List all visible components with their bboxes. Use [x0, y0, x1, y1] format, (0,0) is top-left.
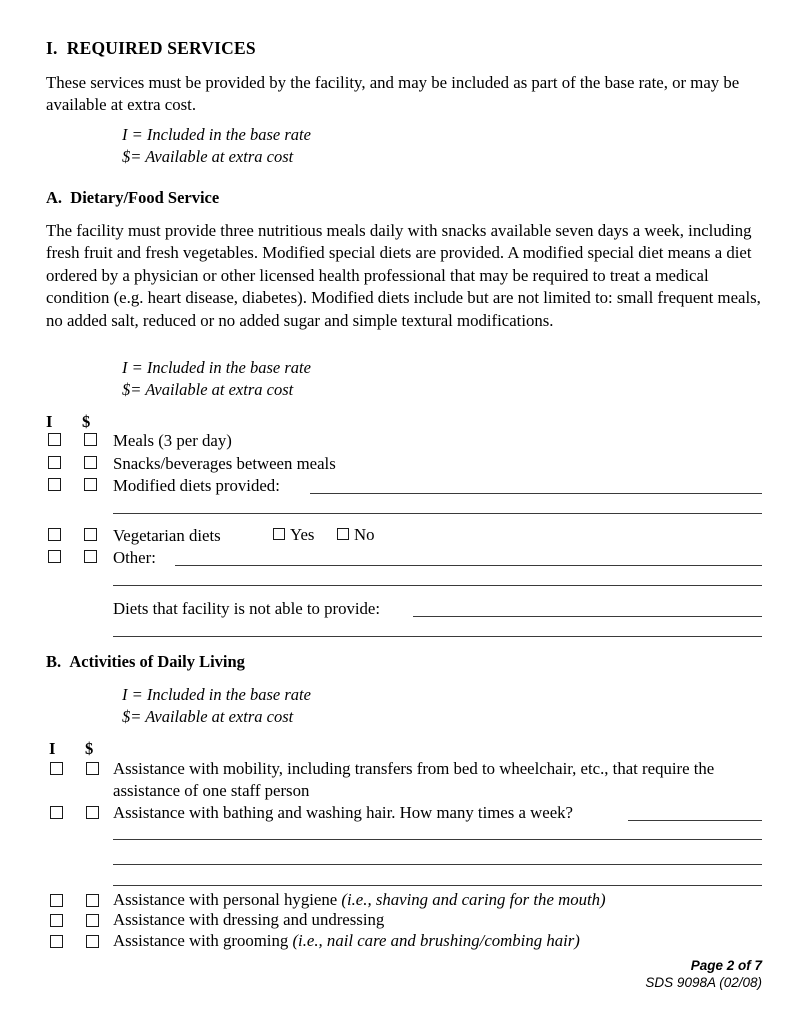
item-label-mobility: Assistance with mobility, including transfers from bed to wheelchair, etc., that require the assistance of one staff person	[113, 759, 715, 800]
item-label-grooming-note: (i.e., nail care and brushing/combing hair)	[292, 931, 580, 950]
checkbox-included-meals[interactable]	[48, 433, 61, 446]
section-a-letter: A.	[46, 188, 63, 207]
checkbox-cost-snacks[interactable]	[84, 456, 97, 469]
input-line-blank-2[interactable]	[113, 864, 762, 865]
footer-form-id: SDS 9098A (02/08)	[645, 975, 762, 990]
item-label-hygiene	[113, 889, 606, 910]
input-line-other[interactable]	[175, 565, 762, 566]
input-line-blank-3[interactable]	[113, 885, 762, 886]
column-header-cost-a: $	[82, 412, 91, 431]
item-label-snacks: Snacks/beverages between meals	[113, 454, 336, 473]
checkbox-included-bathing[interactable]	[50, 806, 63, 819]
column-header-included-b: I	[49, 739, 56, 758]
item-label-other: Other:	[113, 548, 156, 567]
column-header-cost-b: $	[85, 739, 94, 758]
legend-included-1: I = Included in the base rate	[122, 125, 311, 144]
checkbox-cost-hygiene[interactable]	[86, 894, 99, 907]
intro-paragraph: These services must be provided by the facility, and may be included as part of the base rate, or may be available at extra cost.	[46, 73, 740, 115]
label-vegetarian-no: No	[354, 525, 375, 544]
item-label-grooming	[113, 930, 580, 951]
input-line-bathing-frequency[interactable]	[628, 820, 762, 821]
legend-extra-cost-3: $= Available at extra cost	[122, 707, 294, 726]
legend-extra-cost-2: $= Available at extra cost	[122, 380, 294, 399]
checkbox-vegetarian-no[interactable]	[337, 528, 349, 540]
legend-included-3: I = Included in the base rate	[122, 685, 311, 704]
legend-included-2: I = Included in the base rate	[122, 358, 311, 377]
checkbox-cost-meals[interactable]	[84, 433, 97, 446]
item-label-hygiene-main: Assistance with personal hygiene	[113, 890, 342, 909]
label-vegetarian-yes: Yes	[290, 525, 315, 544]
input-line-modified-diets-2[interactable]	[113, 513, 762, 514]
input-line-modified-diets[interactable]	[310, 493, 762, 494]
label-diets-not-provided: Diets that facility is not able to provide:	[113, 599, 381, 618]
section-a-heading	[46, 188, 219, 208]
checkbox-included-mobility[interactable]	[50, 762, 63, 775]
column-header-included-a: I	[46, 412, 53, 431]
checkbox-cost-grooming[interactable]	[86, 935, 99, 948]
section-title: REQUIRED SERVICES	[66, 38, 256, 58]
item-label-dressing: Assistance with dressing and undressing	[113, 910, 385, 929]
item-label-modified-diets: Modified diets provided:	[113, 476, 280, 495]
legend-extra-cost-1: $= Available at extra cost	[122, 147, 294, 166]
checkbox-included-other[interactable]	[48, 550, 61, 563]
section-b-title: Activities of Daily Living	[69, 652, 245, 671]
section-number: I.	[46, 38, 58, 58]
page-title	[46, 38, 256, 59]
checkbox-included-hygiene[interactable]	[50, 894, 63, 907]
checkbox-cost-mobility[interactable]	[86, 762, 99, 775]
item-label-grooming-main: Assistance with grooming	[113, 931, 293, 950]
section-b-heading	[46, 652, 245, 672]
item-label-meals: Meals (3 per day)	[113, 431, 232, 450]
checkbox-cost-modified-diets[interactable]	[84, 478, 97, 491]
input-line-other-2[interactable]	[113, 585, 762, 586]
checkbox-cost-vegetarian[interactable]	[84, 528, 97, 541]
checkbox-included-grooming[interactable]	[50, 935, 63, 948]
input-line-diets-not-provided-2[interactable]	[113, 636, 762, 637]
checkbox-included-vegetarian[interactable]	[48, 528, 61, 541]
checkbox-cost-other[interactable]	[84, 550, 97, 563]
footer-page-number: Page 2 of 7	[690, 958, 762, 973]
item-label-hygiene-note: (i.e., shaving and caring for the mouth)	[341, 890, 606, 909]
checkbox-included-dressing[interactable]	[50, 914, 63, 927]
item-label-bathing: Assistance with bathing and washing hair. How many times a week?	[113, 803, 573, 822]
input-line-blank-1[interactable]	[113, 839, 762, 840]
section-a-description: The facility must provide three nutritious meals daily with snacks available seven days a week, including fresh fruit and fresh vegetables. Modified special diets are provided. A modified special diet means a diet ordered by a physician or other licensed health professional that may be required to treat a medical condition (e.g. heart disease, diabetes). Modified diets include but are not limited to: small frequent meals, no added salt, reduced or no added sugar and simple textural modifications.	[46, 221, 761, 330]
section-a-title: Dietary/Food Service	[70, 188, 220, 207]
input-line-diets-not-provided[interactable]	[413, 616, 762, 617]
item-label-vegetarian: Vegetarian diets	[113, 526, 221, 545]
section-b-letter: B.	[46, 652, 62, 671]
checkbox-vegetarian-yes[interactable]	[273, 528, 285, 540]
checkbox-cost-dressing[interactable]	[86, 914, 99, 927]
checkbox-cost-bathing[interactable]	[86, 806, 99, 819]
checkbox-included-modified-diets[interactable]	[48, 478, 61, 491]
checkbox-included-snacks[interactable]	[48, 456, 61, 469]
